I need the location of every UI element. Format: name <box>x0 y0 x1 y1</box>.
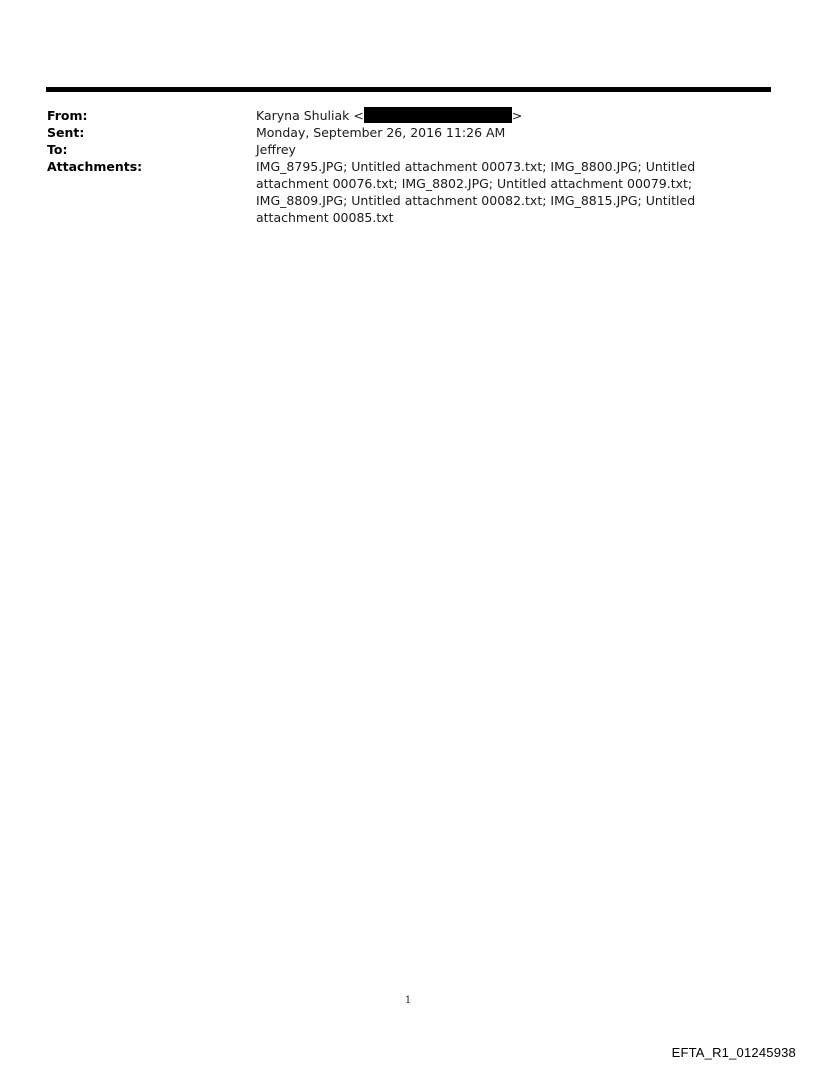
attachments-value: IMG_8795.JPG; Untitled attachment 00073.txt; IMG_8800.JPG; Untitled attachment 00076.txt; IMG_8802.JPG; Untitled attachment 00079.txt; IMG_8809.JPG; Untitled attachment 00082.txt; IMG_8815.JPG; Untitled attachment 00085.txt <box>256 159 696 225</box>
sent-label: Sent: <box>47 125 85 140</box>
from-row <box>47 107 767 124</box>
attachments-label: Attachments: <box>47 159 143 174</box>
redaction-box <box>364 107 512 123</box>
sent-row <box>47 124 767 141</box>
email-header <box>47 107 767 226</box>
to-label: To: <box>47 142 68 157</box>
header-divider-rule <box>46 87 771 92</box>
page-number: 1 <box>404 995 412 1006</box>
from-label: From: <box>47 108 88 123</box>
from-value <box>256 107 767 124</box>
bates-number: EFTA_R1_01245938 <box>671 1045 796 1060</box>
sender-email-suffix: > <box>511 108 523 123</box>
to-row <box>47 141 767 158</box>
attachments-row <box>47 158 767 226</box>
sender-name: Karyna Shuliak < <box>256 108 364 123</box>
sent-value: Monday, September 26, 2016 11:26 AM <box>256 125 506 140</box>
to-value: Jeffrey <box>256 142 296 157</box>
